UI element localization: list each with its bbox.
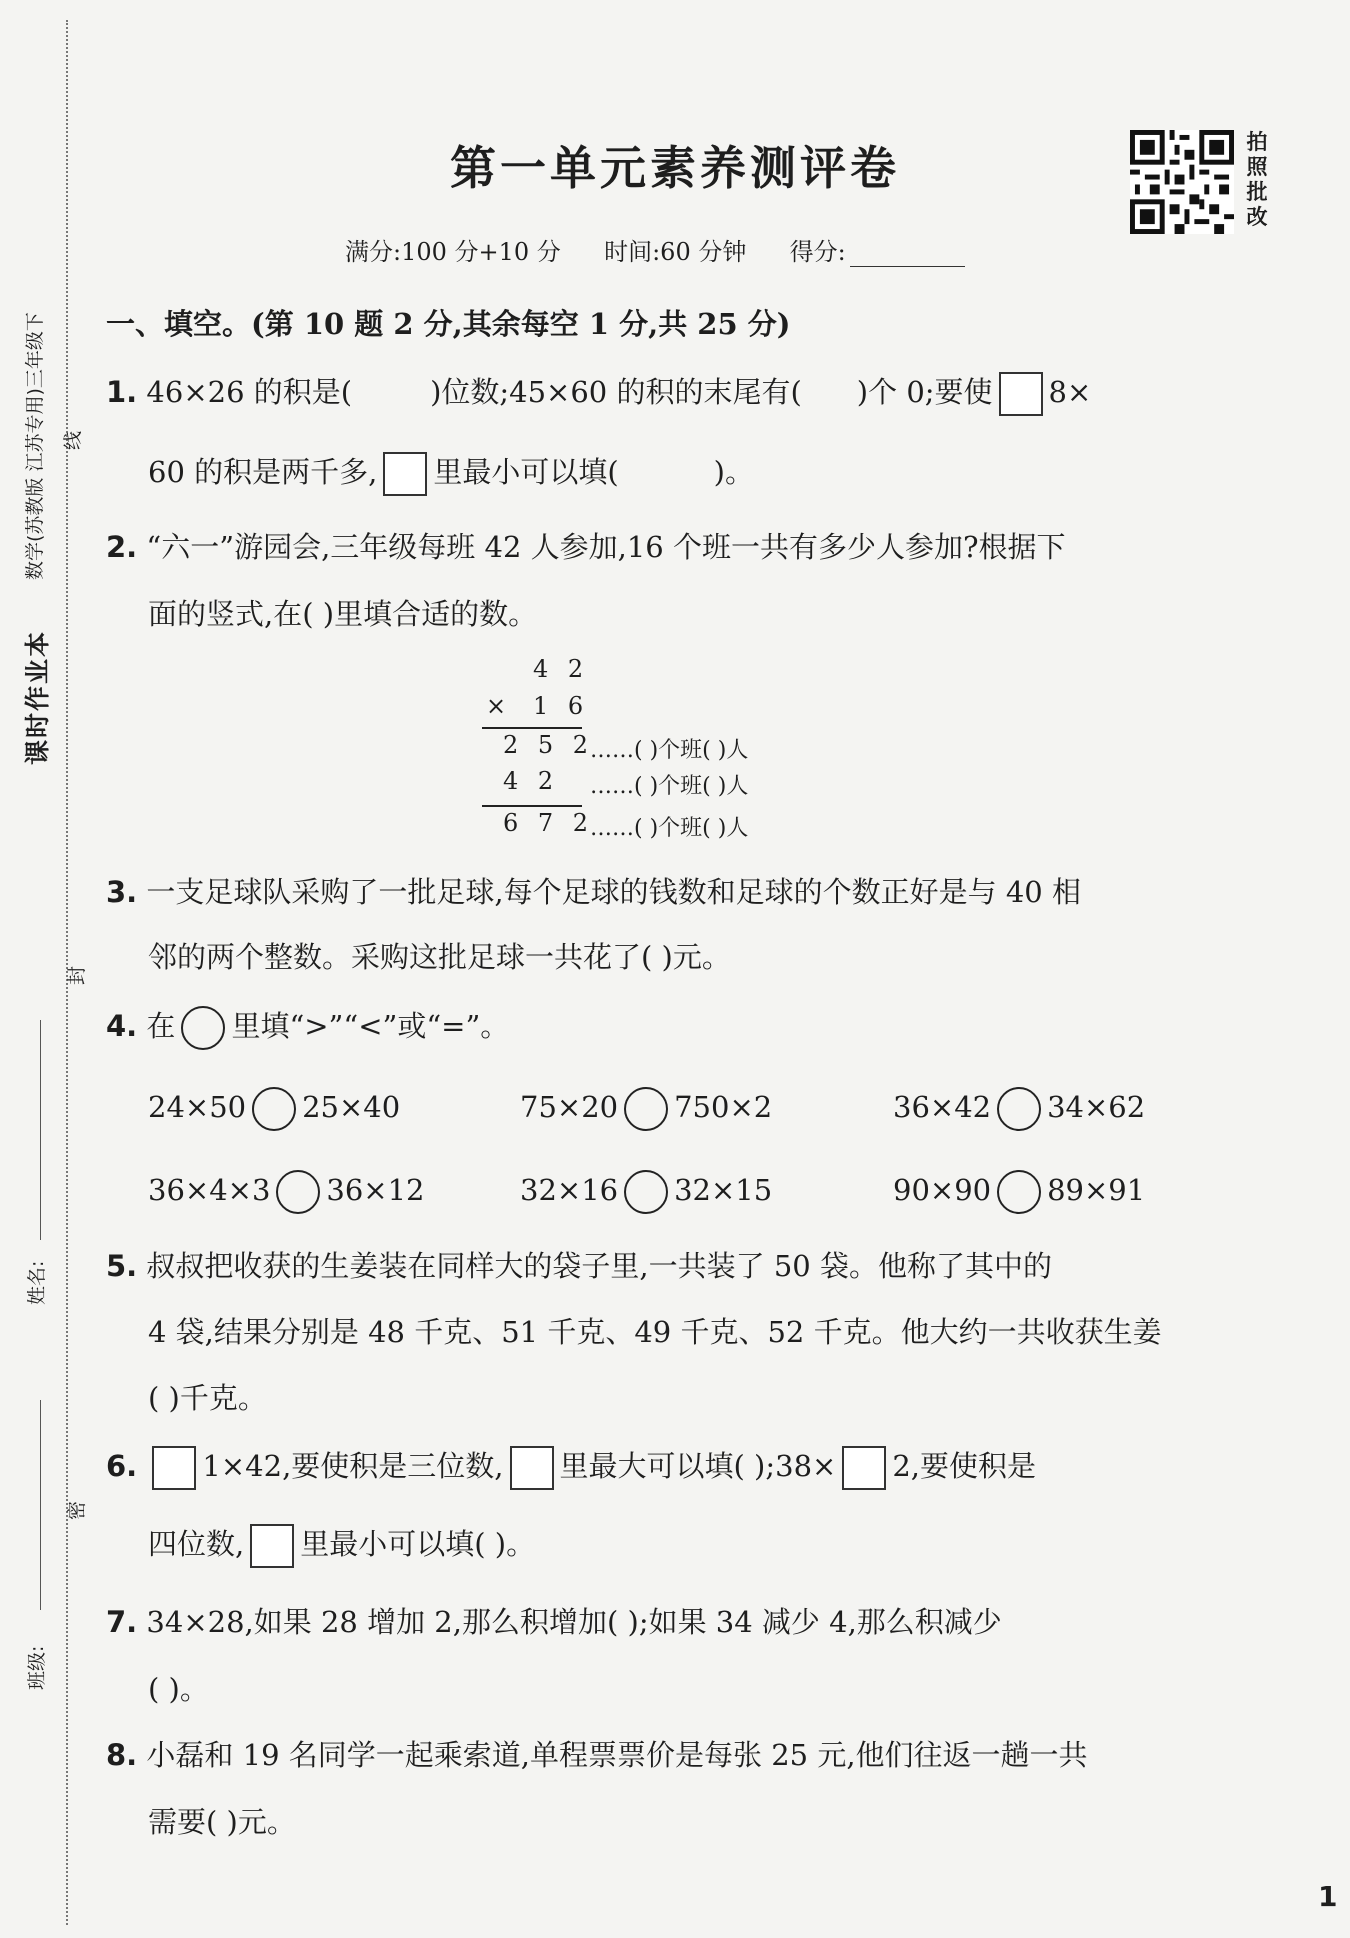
compare-right: 36×12 (326, 1173, 425, 1207)
page-title: 第一单元素养测评卷 (450, 141, 900, 195)
calc-product: 6 7 2 (503, 809, 595, 837)
compare-circle[interactable] (997, 1170, 1041, 1214)
section-heading: 一、填空。(第 10 题 2 分,其余每空 1 分,共 25 分) (106, 307, 791, 341)
calc-partial-1: 2 5 2 (503, 731, 595, 759)
question-6-line-1 (106, 1444, 1036, 1490)
q2-text-2: 面的竖式,在( )里填合适的数。 (148, 597, 538, 631)
q3-text-2: 邻的两个整数。采购这批足球一共花了( )元。 (148, 940, 731, 974)
q6-text-b: 里最大可以填( );38× (559, 1449, 837, 1483)
question-number: 4. (106, 1009, 138, 1043)
q5-text-1: 叔叔把收获的生姜装在同样大的袋子里,一共装了 50 袋。他称了其中的 (146, 1249, 1052, 1283)
seal-mi-char: 密 (66, 1500, 88, 1520)
q4-text-a: 在 (146, 1009, 176, 1043)
answer-box[interactable] (383, 452, 427, 496)
question-2-line-1 (106, 525, 1066, 566)
seal-line-char: 线 (62, 430, 84, 450)
time-limit: 时间:60 分钟 (604, 238, 747, 266)
q6-text-c: 2,要使积是 (892, 1449, 1037, 1483)
compare-item (893, 1170, 1145, 1214)
question-number: 8. (106, 1738, 138, 1772)
compare-circle[interactable] (624, 1170, 668, 1214)
question-5-line-2 (148, 1310, 1162, 1351)
q4-text-b: 里填“>”“<”或“=”。 (231, 1009, 510, 1043)
question-1-line-1 (106, 370, 1091, 416)
compare-circle[interactable] (997, 1087, 1041, 1131)
compare-circle[interactable] (252, 1087, 296, 1131)
question-6-line-2 (148, 1522, 535, 1568)
compare-circle[interactable] (276, 1170, 320, 1214)
class-label: 班级: (26, 1645, 48, 1690)
q1-text-b: )位数;45×60 的积的末尾有( (430, 375, 802, 409)
calc-label-3: ……( )个班( )人 (590, 816, 749, 841)
q6-text-a: 1×42,要使积是三位数, (202, 1449, 504, 1483)
compare-circle-icon (181, 1006, 225, 1050)
class-field[interactable] (40, 1400, 41, 1610)
q6-text-e: 里最小可以填( )。 (300, 1527, 536, 1561)
q1-text-e: 60 的积是两千多, (148, 455, 378, 489)
compare-right: 750×2 (674, 1090, 773, 1124)
answer-box[interactable] (510, 1446, 554, 1490)
question-number: 7. (106, 1605, 138, 1639)
question-3-line-1 (106, 870, 1081, 911)
calc-label-1: ……( )个班( )人 (590, 738, 749, 763)
compare-item (893, 1087, 1145, 1131)
qr-label-char: 拍 (1246, 130, 1268, 154)
q5-text-2: 4 袋,结果分别是 48 千克、51 千克、49 千克、52 千克。他大约一共收获生姜 (148, 1315, 1162, 1349)
q1-text-d: 8× (1048, 375, 1092, 409)
compare-right: 89×91 (1047, 1173, 1146, 1207)
compare-right: 25×40 (302, 1090, 401, 1124)
q2-text-1: “六一”游园会,三年级每班 42 人参加,16 个班一共有多少人参加?根据下 (146, 530, 1066, 564)
calc-operator: × (486, 692, 513, 720)
question-3-line-2 (148, 935, 731, 976)
qr-label-char: 改 (1246, 205, 1268, 229)
question-1-line-2 (148, 450, 754, 496)
side-brand-text: 课时作业本 (23, 629, 52, 765)
qr-label-char: 照 (1246, 155, 1268, 179)
question-4-instruction (106, 1004, 509, 1050)
calc-rule (482, 805, 582, 807)
compare-left: 32×16 (520, 1173, 619, 1207)
question-number: 5. (106, 1249, 138, 1283)
seal-feng-char: 封 (66, 965, 88, 985)
answer-box[interactable] (999, 372, 1043, 416)
question-7-line-2 (148, 1667, 209, 1708)
q8-text-1: 小磊和 19 名同学一起乘索道,单程票票价是每张 25 元,他们往返一趟一共 (146, 1738, 1088, 1772)
q6-text-d: 四位数, (148, 1527, 245, 1561)
compare-item (520, 1087, 772, 1131)
name-label: 姓名: (26, 1260, 48, 1305)
compare-item (148, 1087, 400, 1131)
question-number: 6. (106, 1449, 138, 1483)
question-2-line-2 (148, 592, 537, 633)
qr-code-icon (1130, 130, 1234, 234)
q1-text-c: )个 0;要使 (856, 375, 993, 409)
name-field[interactable] (40, 1020, 41, 1240)
compare-left: 36×42 (893, 1090, 992, 1124)
q1-text-a: 46×26 的积是( (146, 375, 353, 409)
question-7-line-1 (106, 1600, 1002, 1641)
compare-left: 24×50 (148, 1090, 247, 1124)
full-score: 满分:100 分+10 分 (345, 238, 561, 266)
side-book-text: 数学(苏教版 江苏专用)三年级下 (24, 312, 46, 580)
question-number: 2. (106, 530, 138, 564)
calc-row-multiplier: 1 6 (533, 692, 590, 720)
qr-scan-label (1244, 130, 1270, 230)
compare-left: 36×4×3 (148, 1173, 271, 1207)
compare-right: 32×15 (674, 1173, 773, 1207)
page-number: 1 (1318, 1880, 1338, 1913)
question-8-line-1 (106, 1733, 1088, 1774)
question-8-line-2 (148, 1800, 296, 1841)
calc-rule (482, 727, 582, 729)
answer-box[interactable] (842, 1446, 886, 1490)
compare-item (148, 1170, 425, 1214)
q5-text-3: ( )千克。 (148, 1381, 267, 1415)
score-label: 得分: (789, 238, 846, 266)
compare-circle[interactable] (624, 1087, 668, 1131)
question-5-line-1 (106, 1244, 1052, 1285)
exam-info (345, 232, 965, 267)
q1-text-g: )。 (713, 455, 754, 489)
question-number: 1. (106, 375, 138, 409)
calc-partial-2: 4 2 (503, 767, 560, 795)
q7-text-1: 34×28,如果 28 增加 2,那么积增加( );如果 34 减少 4,那么积减少 (146, 1605, 1002, 1639)
qr-label-char: 批 (1246, 180, 1268, 204)
q1-text-f: 里最小可以填( (433, 455, 619, 489)
answer-box[interactable] (152, 1446, 196, 1490)
score-field[interactable] (850, 244, 965, 267)
q3-text-1: 一支足球队采购了一批足球,每个足球的钱数和足球的个数正好是与 40 相 (146, 875, 1081, 909)
compare-left: 75×20 (520, 1090, 619, 1124)
q8-text-2: 需要( )元。 (148, 1805, 296, 1839)
compare-left: 90×90 (893, 1173, 992, 1207)
q7-text-2: ( )。 (148, 1672, 209, 1706)
question-5-line-3 (148, 1376, 267, 1417)
question-number: 3. (106, 875, 138, 909)
answer-box[interactable] (250, 1524, 294, 1568)
compare-right: 34×62 (1047, 1090, 1146, 1124)
calc-label-2: ……( )个班( )人 (590, 774, 749, 799)
calc-row-multiplicand: 4 2 (533, 655, 590, 683)
compare-item (520, 1170, 772, 1214)
